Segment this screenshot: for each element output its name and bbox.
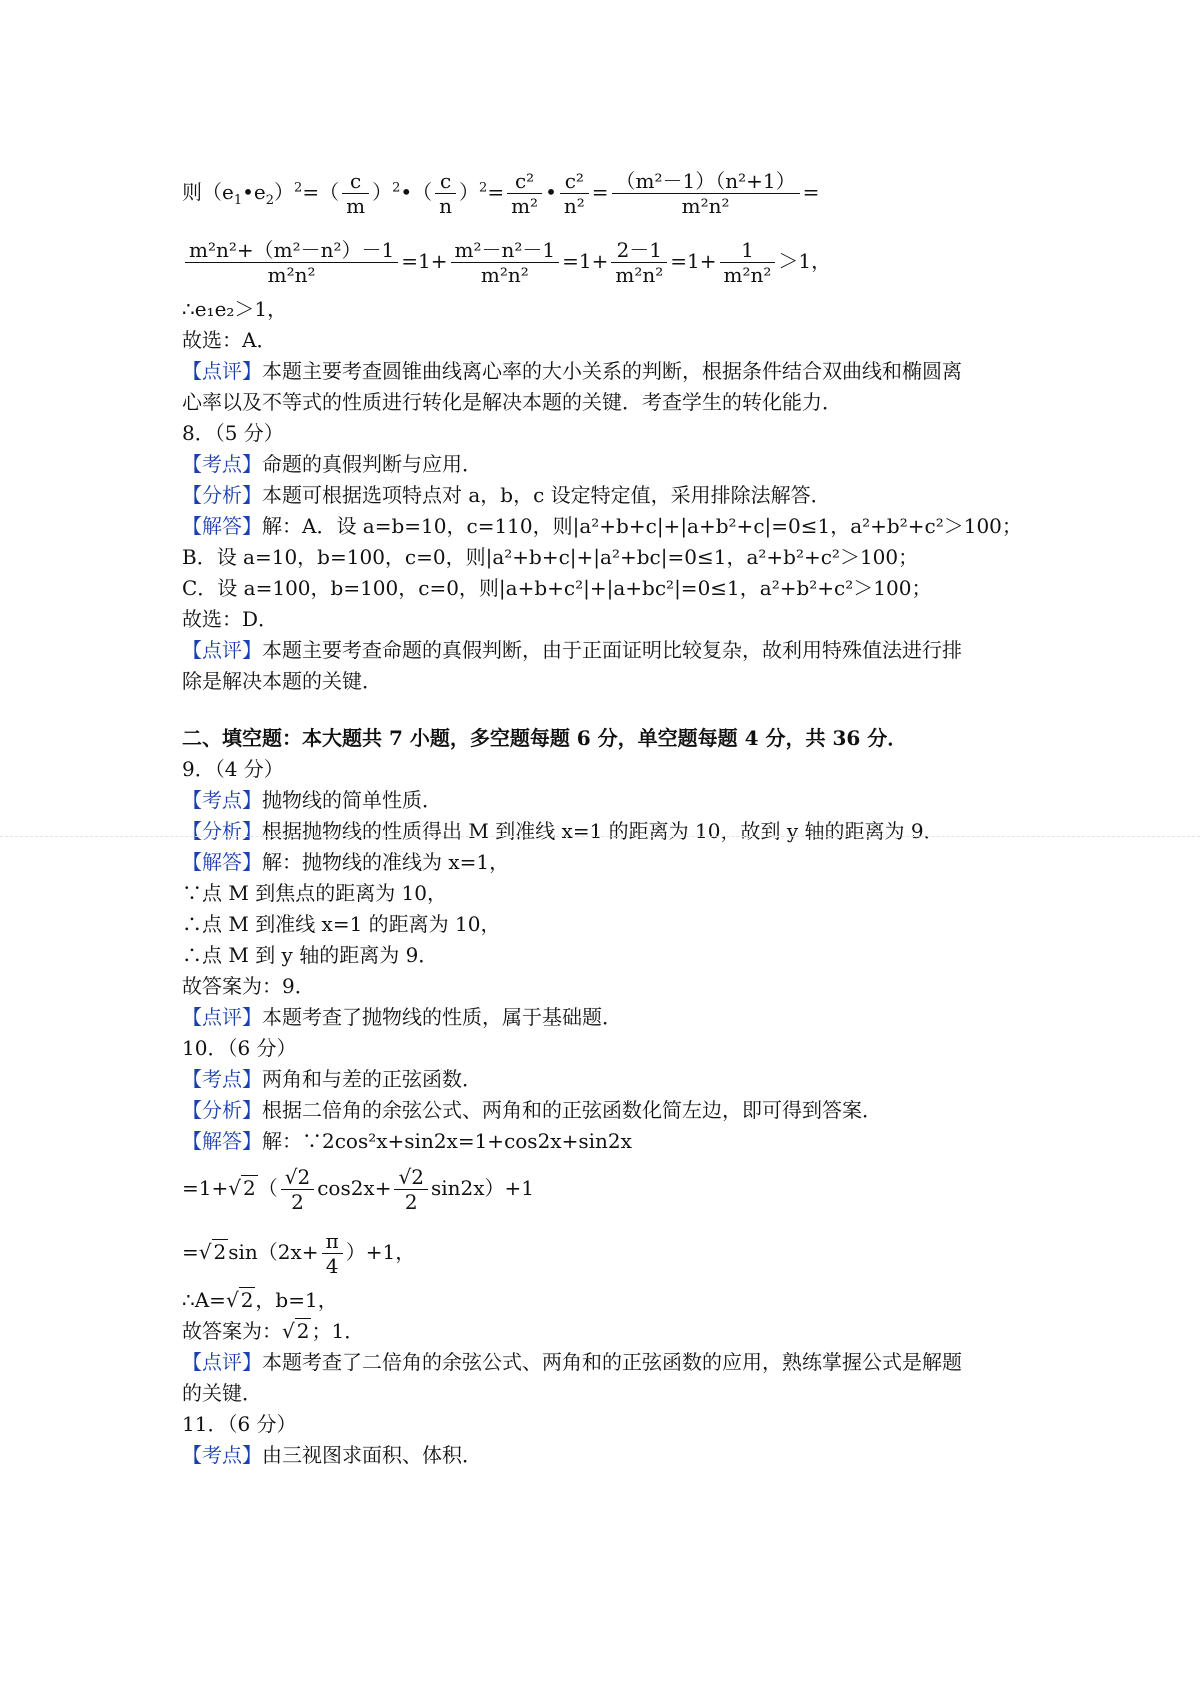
text-line: B．设 a=10，b=100，c=0，则|a²+b+c|+|a²+bc|=0≤1，a²+b²+c²＞100； (182, 545, 919, 569)
text: 解：A．设 a=b=10，c=110，则|a²+b+c|+|a+b²+c|=0≤1，a²+b²+c²＞100； (262, 514, 1022, 538)
question-number: 9．（4 分） (182, 757, 284, 781)
label-fenxi: 【分析】 (182, 819, 262, 843)
text: ；1． (311, 1319, 365, 1343)
text: 由三视图求面积、体积． (262, 1443, 482, 1467)
text: ）+1， (345, 1240, 416, 1264)
label-jieda: 【解答】 (182, 1129, 262, 1153)
numerator: m²－n²－1 (451, 238, 560, 263)
fenxi-line (182, 1095, 1022, 1126)
text: = (182, 1240, 199, 1264)
superscript: 2 (479, 180, 488, 196)
label-dianping: 【点评】 (182, 1350, 262, 1374)
label-kaodian: 【考点】 (182, 1067, 262, 1091)
sqrt-expr: √ 2 (225, 1288, 254, 1312)
text: 命题的真假判断与应用． (262, 452, 482, 476)
jieda-line (182, 847, 1022, 878)
text: 本题考查了二倍角的余弦公式、两角和的正弦函数的应用，熟练掌握公式是解题 (262, 1350, 962, 1374)
numerator: c (342, 169, 369, 194)
text-line: 除是解决本题的关键． (182, 669, 382, 693)
denominator: 2 (404, 1190, 418, 1214)
denominator: n² (563, 194, 585, 218)
text: 本题主要考查命题的真假判断，由于正面证明比较复杂，故利用特殊值法进行排 (262, 638, 962, 662)
text: 本题可根据选项特点对 a，b，c 设定特定值，采用排除法解答． (262, 483, 831, 507)
fraction (720, 238, 776, 287)
text: 则（e (182, 180, 234, 204)
kaodian-line (182, 1440, 1022, 1471)
fraction (394, 1165, 427, 1214)
radicand: 2 (243, 1176, 256, 1200)
text: 本题主要考查圆锥曲线离心率的大小关系的判断，根据条件结合双曲线和椭圆离 (262, 359, 962, 383)
denominator: 4 (325, 1254, 339, 1278)
text: ＞1， (778, 249, 832, 273)
fraction (435, 169, 456, 218)
denominator: m (346, 194, 366, 218)
label-dianping: 【点评】 (182, 638, 262, 662)
denominator: m²n² (723, 263, 772, 287)
text-line: 故答案为：9． (182, 974, 315, 998)
jieda-line (182, 1126, 1022, 1157)
fenxi-line (182, 480, 1022, 511)
numerator: 1 (720, 238, 776, 263)
fraction (281, 1165, 314, 1214)
comment-line (182, 356, 1022, 387)
text: 两角和与差的正弦函数． (262, 1067, 482, 1091)
text: sin2x）+1 (430, 1176, 534, 1200)
text: sin（2x+ (228, 1240, 319, 1264)
denominator: m²n² (267, 263, 316, 287)
math-line-2: $\frac{\text{m²n²+（m²－n²）－1}}{\text{m²n²}}$ =1+ $\frac{\text{m²－n²－1}}{\text{m²n²}}$ =1+ $\frac{2-1}{\text{m²n²}}$ =1+ $\frac{1}{\text{m²n²}}$ ＞1， (182, 230, 1022, 294)
superscript: 2 (294, 180, 303, 196)
text: =1+ (182, 1176, 229, 1200)
question-number: 10．（6 分） (182, 1036, 297, 1060)
kaodian-line (182, 785, 1022, 816)
label-dianping: 【点评】 (182, 359, 262, 383)
section-heading: 二、填空题：本大题共 7 小题，多空题每题 6 分，单空题每题 4 分，共 36 分． (182, 726, 908, 750)
label-jieda: 【解答】 (182, 850, 262, 874)
numerator: π (322, 1229, 343, 1254)
superscript: 2 (392, 180, 401, 196)
denominator: 2 (291, 1190, 304, 1214)
fraction (322, 1229, 343, 1278)
fraction (451, 238, 560, 287)
jieda-line (182, 511, 1022, 542)
text: 解：∵2cos²x+sin2x=1+cos2x+sin2x (262, 1129, 632, 1153)
denominator: m²n² (615, 263, 664, 287)
numerator: √2 (394, 1165, 427, 1190)
comment-line (182, 1347, 1022, 1378)
fraction (560, 169, 589, 218)
math-line-sin (182, 1221, 1022, 1285)
comment-line (182, 1002, 1022, 1033)
text-line: ∴e₁e₂＞1， (182, 297, 288, 321)
question-number: 11．（6 分） (182, 1412, 297, 1436)
kaodian-line (182, 449, 1022, 480)
text: •（ (400, 180, 433, 204)
text-line (182, 1316, 1022, 1347)
numerator: √2 (281, 1165, 314, 1190)
sqrt-expr: √ 2 (282, 1319, 310, 1343)
numerator: c² (507, 169, 542, 194)
fraction (612, 169, 800, 218)
math-line-sqrt (182, 1157, 1022, 1221)
sqrt-expr: √ 2 (198, 1240, 227, 1264)
label-kaodian: 【考点】 (182, 788, 262, 812)
text: 根据抛物线的性质得出 M 到准线 x=1 的距离为 10，故到 y 轴的距离为 9． (262, 819, 944, 843)
subscript: 2 (265, 193, 275, 208)
radicand: 2 (213, 1240, 227, 1264)
text: 解：抛物线的准线为 x=1， (262, 850, 510, 874)
text: ∴A= (182, 1288, 226, 1312)
label-kaodian: 【考点】 (182, 1443, 262, 1467)
question-number: 8．（5 分） (182, 421, 284, 445)
label-fenxi: 【分析】 (182, 483, 262, 507)
text: =（ (302, 180, 340, 204)
label-dianping: 【点评】 (182, 1005, 262, 1029)
text: 本题考查了抛物线的性质，属于基础题． (262, 1005, 622, 1029)
text-line: 故选：D． (182, 607, 279, 631)
radicand: 2 (240, 1288, 254, 1312)
sqrt-expr: √ 2 (228, 1176, 256, 1200)
denominator: m²n² (681, 194, 730, 218)
numerator: c² (560, 169, 589, 194)
solution-content (182, 160, 1022, 1471)
label-kaodian: 【考点】 (182, 452, 262, 476)
numerator: m²n²+（m²－n²）－1 (185, 238, 398, 263)
denominator: m² (511, 194, 539, 218)
text: ） (274, 180, 295, 204)
fenxi-line (182, 816, 1022, 847)
kaodian-line (182, 1064, 1022, 1095)
text: 抛物线的简单性质． (262, 788, 442, 812)
text-line: 的关键． (182, 1381, 262, 1405)
comment-line (182, 635, 1022, 666)
text-line: 心率以及不等式的性质进行转化是解决本题的关键．考查学生的转化能力． (182, 390, 842, 414)
text: 根据二倍角的余弦公式、两角和的正弦函数化简左边，即可得到答案． (262, 1098, 882, 1122)
spacer (182, 697, 1022, 723)
text-line: ∵点 M 到焦点的距离为 10， (182, 881, 447, 905)
math-line-1: 则$(e_1•e_2)^2=$（ $\frac{c}{m}$ ）$^2$•（ $\frac{c}{n}$ ）$^2$= $\frac{\text{c²}}{\text{m²}}$ • $\frac{\text{c²}}{\text{n²}}$ = $\frac{\text{（m²－1）（n²+1）}}{\text{m²n²}}$ = (182, 169, 820, 218)
fraction (185, 238, 398, 287)
label-fenxi: 【分析】 (182, 1098, 262, 1122)
denominator: m²n² (480, 263, 529, 287)
text-line: ∴点 M 到准线 x=1 的距离为 10， (182, 912, 501, 936)
subscript: 1 (233, 193, 243, 208)
text: （ (257, 1176, 278, 1200)
fraction (611, 238, 667, 287)
radicand: 2 (296, 1319, 310, 1343)
numerator: 2－1 (611, 238, 667, 263)
numerator: （m²－1）（n²+1） (612, 169, 800, 194)
text-line (182, 1285, 1022, 1316)
text-line: ∴点 M 到 y 轴的距离为 9． (182, 943, 439, 967)
page-divider (0, 836, 1200, 837)
text-line: 故选：A． (182, 328, 277, 352)
text: cos2x+ (317, 1176, 392, 1200)
fraction (342, 169, 369, 218)
label-jieda: 【解答】 (182, 514, 262, 538)
text: 故答案为： (182, 1319, 282, 1343)
denominator: n (439, 194, 453, 218)
text: •e (242, 180, 266, 204)
fraction (507, 169, 542, 218)
text-line: C．设 a=100，b=100，c=0，则|a+b+c²|+|a+bc²|=0≤1，a²+b²+c²＞100； (182, 576, 932, 600)
text: ，b=1， (255, 1288, 338, 1312)
numerator: c (435, 169, 456, 194)
